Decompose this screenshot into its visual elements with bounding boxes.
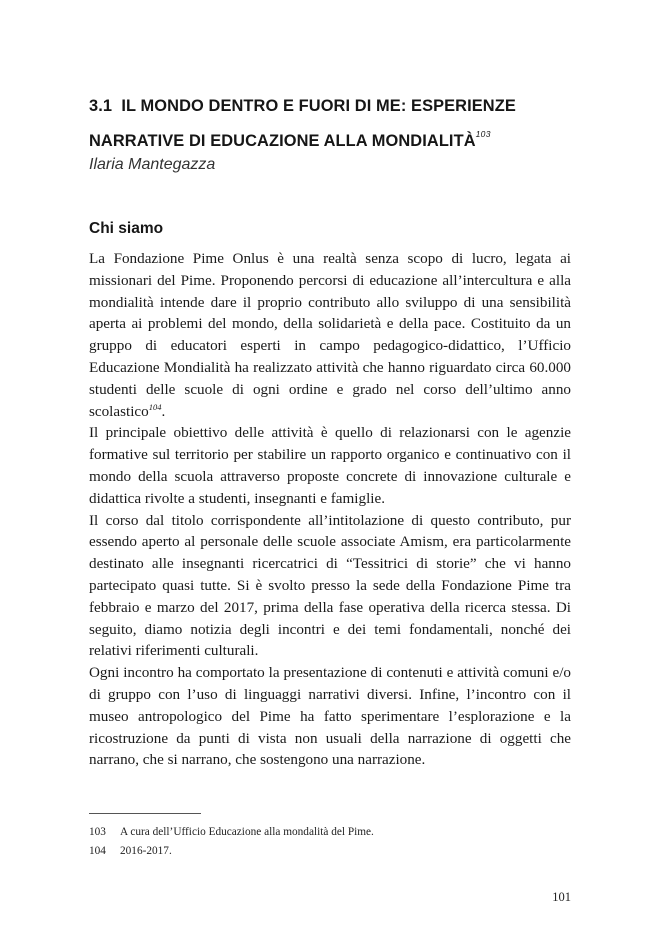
paragraph-4: Ogni incontro ha comportato la presentazione di contenuti e attività comuni e/o di gruppo con l’uso di linguaggi narrativi diversi. Infine, l’incontro con il museo antropologico del Pime ha fatto sperimentare l’esplorazione e la ricostruzione da punti di vista non usuali della narrazione di oggetti che narrano, che si narrano, che sostengono una narrazione.: [89, 664, 571, 769]
section-heading-line-2: [89, 120, 579, 155]
section-title-line-2: NARRATIVE DI EDUCAZIONE ALLA MONDIALITÀ: [89, 132, 476, 150]
section-title-line-1: IL MONDO DENTRO E FUORI DI ME: ESPERIENZE: [121, 97, 516, 115]
paragraph-1-text: La Fondazione Pime Onlus è una realtà senza scopo di lucro, legata ai missionari del Pime. Proponendo percorsi di educazione all’intercultura e alla mondialità intende dare il proprio contributo allo sviluppo di una sensibilità aperta ai problemi del mondo, della solidarietà e della pace. Costituito da un gruppo di educatori esperti in campo pedagogico-didattico, l’Ufficio Educazione Mondialità ha realizzato attività che hanno riguardato circa 60.000 studenti delle scuole di ogni ordine e grado nel corso dell’ultimo anno scolastico: [89, 250, 571, 420]
section-number: 3.1: [89, 97, 113, 115]
footnote-divider: [89, 813, 201, 814]
section-heading-line-1: [89, 92, 579, 120]
paragraph-1: [89, 248, 571, 422]
paragraph-1-end: .: [161, 402, 166, 420]
subsection-title: Chi siamo: [89, 220, 164, 237]
footnote-number: 103: [89, 826, 106, 838]
paragraph-3: Il corso dal titolo corrispondente all’intitolazione di questo contributo, pur essendo aperto al personale delle scuole associate Amism, era particolarmente destinato alle insegnanti ricercatrici di “Tessitrici di storie” che vi hanno partecipato quasi tutte. Si è svolto presso la sede della Fondazione Pime tra febbraio e marzo del 2017, prima della fase operativa della ricerca stessa. Di seguito, diamo notizia degli incontri e dei temi fondamentali, nonché dei relativi riferimenti culturali.: [89, 511, 571, 660]
footnote-ref-104[interactable]: 104: [148, 401, 162, 412]
footnotes: [89, 823, 571, 861]
page-number: 101: [552, 890, 571, 904]
section-heading: [89, 92, 579, 155]
footnote-104: [89, 842, 571, 861]
footnote-text: 2016-2017.: [120, 845, 172, 857]
footnote-ref-103[interactable]: 103: [475, 129, 491, 139]
paragraph-2: Il principale obiettivo delle attività è quello di relazionarsi con le agenzie formative sul territorio per stabilire un rapporto organico e continuativo con il mondo della scuola attraverso proposte concrete di innovazione culturale e didattica rivolte a studenti, insegnanti e famiglie.: [89, 424, 571, 507]
footnote-number: 104: [89, 845, 106, 857]
author-name: Ilaria Mantegazza: [89, 156, 216, 173]
body-text: [89, 248, 571, 771]
footnote-text: A cura dell’Ufficio Educazione alla mondalità del Pime.: [120, 826, 374, 838]
footnote-103: [89, 823, 571, 842]
